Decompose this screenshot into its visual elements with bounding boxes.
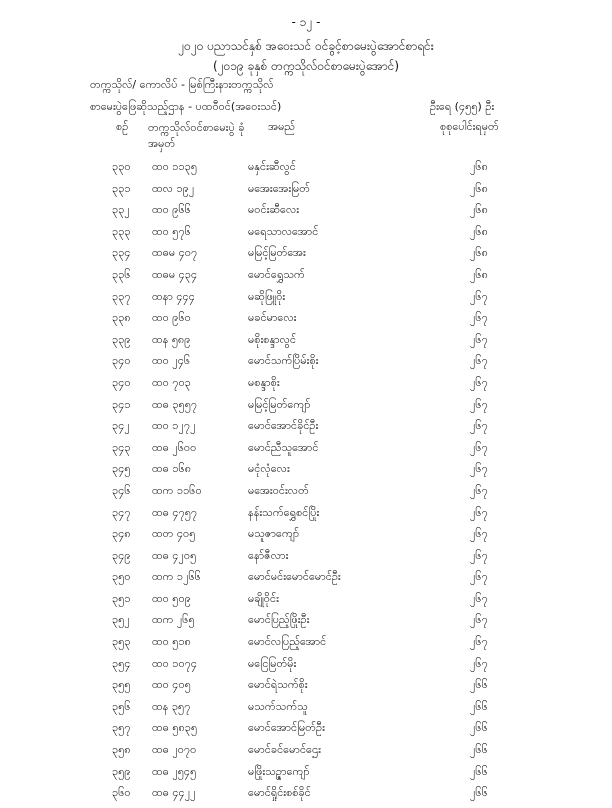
total-marks: ၂၆၇	[470, 375, 488, 389]
student-name: မသက်သက်သူ	[248, 699, 308, 713]
total-marks: ၂၆၇	[470, 289, 488, 303]
total-marks: ၂၆၇	[470, 397, 488, 411]
total-marks: ၂၆၈	[470, 267, 488, 281]
page-number: - ၁၂ -	[291, 15, 321, 29]
total-marks: ၂၆၇	[470, 311, 488, 325]
row-number: ၃၆၀	[112, 786, 131, 800]
exam-center-line: စာမေးပွဲဖြေဆိုသည့်ဌာန - ပထဝီဝင်(အဝေးသင်)	[90, 100, 282, 113]
total-marks: ၂၆၈	[470, 224, 488, 238]
student-name: မမြင့်မြတ်ကျော်	[248, 397, 311, 411]
student-name: မနှင်းဆီလွင်	[248, 160, 296, 173]
row-number: ၃၅၁	[112, 591, 131, 605]
row-number: ၃၃၁	[112, 181, 131, 195]
student-name: မစိုးစန္ဒာလွင်	[248, 332, 297, 346]
student-name: မောင်ညီသူအောင်	[248, 440, 319, 454]
roll-number: ထဝ ၁၂၇၂	[152, 419, 196, 433]
table-row	[0, 700, 612, 722]
total-marks: ၂၆၆	[470, 764, 488, 778]
student-name: မငုံလုံလေး	[248, 462, 290, 476]
roll-number: ထဝ ၅၀၉	[152, 591, 191, 605]
row-number: ၃၅၆	[112, 699, 131, 713]
university-line: တက္ကသိုလ်/ ကောလိပ် - မြစ်ကြီးနားတက္ကသိုလ်	[90, 78, 274, 91]
table-row	[0, 613, 612, 635]
roll-number: ထဓ ၄၄၂၂	[152, 786, 196, 800]
total-marks: ၂၆၈	[470, 246, 488, 260]
table-row	[0, 786, 612, 808]
roll-number: ထဓ ၂၀၇၀	[152, 743, 197, 757]
total-marks: ၂၆၆	[470, 721, 488, 735]
row-number: ၃၃၂	[112, 203, 130, 217]
student-name: မောင်အောင်မြတ်ဦး	[248, 721, 325, 735]
roll-number: ထဓ ၃၅၅၇	[152, 397, 198, 411]
roll-number: ထက ၁၁၆၀	[152, 483, 202, 497]
student-name: မောင်အောင်ခိုင်ဦး	[248, 419, 319, 433]
total-marks: ၂၆၈	[470, 181, 488, 195]
total-marks: ၂၆၆	[470, 699, 488, 713]
row-number: ၃၅၉	[112, 764, 131, 778]
total-marks: ၂၆၈	[470, 203, 488, 217]
roll-number: ထဓ ၄၇၅၇	[152, 505, 198, 519]
roll-number: ထဓမ ၄၀၇	[152, 246, 198, 260]
student-name: မောင်ခင်မောင်ဌေး	[248, 743, 321, 757]
row-number: ၃၄၈	[112, 527, 131, 541]
table-row	[0, 678, 612, 700]
student-name: မခင်မာလေး	[248, 311, 297, 325]
roll-number: ထဝ ၁၀၇၄	[152, 656, 198, 670]
total-marks: ၂၆၇	[470, 462, 488, 476]
roll-number: ထဓ ၁၆၈	[152, 462, 191, 476]
total-marks: ၂၆၇	[470, 591, 488, 605]
row-number: ၃၃၉	[112, 332, 131, 346]
student-name: နော်ဇီလား	[248, 548, 289, 562]
table-row	[0, 635, 612, 657]
table-row	[0, 203, 612, 225]
row-number: ၃၃၀	[112, 160, 131, 173]
student-name: မချိုဝိုင်း	[248, 591, 279, 605]
total-marks: ၂၆၇	[470, 635, 488, 649]
student-name: မမြင့်မြတ်အေး	[248, 246, 306, 260]
table-row	[0, 506, 612, 528]
table-row	[0, 333, 612, 355]
row-number: ၃၄၇	[112, 505, 131, 519]
total-marks: ၂၆၇	[470, 354, 488, 368]
roll-number: ထနာ ၄၄၄	[152, 289, 195, 303]
column-header-no: စဉ်	[116, 120, 129, 133]
student-name: မဆိုဖြူဝိုး	[248, 289, 286, 303]
table-row	[0, 462, 612, 484]
row-number: ၃၄၂	[112, 419, 130, 433]
student-name: မဝင်းဆီလေး	[248, 203, 300, 217]
table-row	[0, 743, 612, 765]
row-number: ၃၄၀	[112, 354, 131, 368]
total-marks: ၂၆၆	[470, 743, 488, 757]
row-number: ၃၃၄	[112, 246, 131, 260]
quota-line: ဦးရေ (၄၅၅) ဦး	[430, 100, 495, 113]
table-row	[0, 592, 612, 614]
total-marks: ၂၆၈	[470, 160, 488, 173]
roll-number: ထဝ ၅၇၆	[152, 224, 191, 238]
row-number: ၃၅၅	[112, 678, 131, 692]
total-marks: ၂၆၇	[470, 656, 488, 670]
table-row	[0, 398, 612, 420]
student-name: မအေးအေးမြတ်	[248, 181, 310, 195]
student-name: မောင်မင်းမောင်မောင်ဦး	[248, 570, 341, 584]
roll-number: ထလ ၁၉၂	[152, 181, 195, 195]
student-name: မစန္ဒာစိုး	[248, 375, 280, 389]
total-marks: ၂၆၇	[470, 419, 488, 433]
roll-number: ထဓ ၂၅၄၅	[152, 764, 197, 778]
roll-number: ထဓ ၅၈၃၅	[152, 721, 198, 735]
column-header-roll: တက္ကသိုလ်ဝင်စာမေးပွဲ ခုံအမှတ်	[148, 121, 245, 150]
student-name: မောင်ရွှေသက်	[248, 267, 305, 281]
row-number: ၃၃၇	[112, 289, 131, 303]
student-name: မငြေမြတ်မိုး	[248, 656, 297, 670]
row-number: ၃၅၇	[112, 721, 131, 735]
roll-number: ထဝ ၁၁၃၅	[152, 160, 198, 173]
row-number: ၃၄၅	[112, 462, 131, 476]
row-number: ၃၄၁	[112, 397, 131, 411]
row-number: ၃၄၆	[112, 483, 131, 497]
total-marks: ၂၆၇	[470, 505, 488, 519]
page-subtitle: (၂၀၁၉ ခုနှစ် တက္ကသိုလ်ဝင်စာမေးပွဲအောင်)	[212, 59, 400, 73]
roll-number: ထဝ ၇၀၃	[152, 375, 191, 389]
row-number: ၃၄၀	[112, 375, 131, 389]
table-row	[0, 311, 612, 333]
column-header-name: အမည်	[268, 120, 296, 133]
roll-number: ထဝ ၉၆၆	[152, 203, 191, 217]
table-row	[0, 721, 612, 743]
row-number: ၃၄၉	[112, 548, 131, 562]
roll-number: ထဝ ၉၆၀	[152, 311, 191, 325]
roll-number: ထက ၂၆၅	[152, 613, 195, 627]
student-name: မောင်လပြည့်အောင်	[248, 635, 327, 649]
table-row	[0, 419, 612, 441]
student-name: မောင်သက်ပြိမ်းစိုး	[248, 354, 319, 368]
table-row	[0, 290, 612, 312]
student-name: မဖြိုးသဥ္ဇာကျော်	[248, 764, 310, 778]
roll-number: ထဓမ ၄၃၄	[152, 267, 198, 281]
roll-number: ထဓ ၄၂၀၅	[152, 548, 197, 562]
table-row	[0, 441, 612, 463]
total-marks: ၂၆၆	[470, 678, 488, 692]
table-row	[0, 657, 612, 679]
table-row	[0, 246, 612, 268]
column-header-marks: စုစုပေါင်းရမှတ်	[440, 120, 499, 133]
table-row	[0, 484, 612, 506]
row-number: ၃၅၄	[112, 656, 131, 670]
row-number: ၃၃၆	[112, 267, 131, 281]
row-number: ၃၄၃	[112, 440, 131, 454]
student-name: မောင်ပြည့်ဖြိုးဦး	[248, 613, 310, 627]
row-number: ၃၅၂	[112, 613, 130, 627]
table-row	[0, 527, 612, 549]
roll-number: ထဝ ၂၄၆	[152, 354, 191, 368]
total-marks: ၂၆၇	[470, 548, 488, 562]
row-number: ၃၃၃	[112, 224, 131, 238]
table-row	[0, 354, 612, 376]
total-marks: ၂၆၇	[470, 440, 488, 454]
table-row	[0, 182, 612, 204]
table-row	[0, 160, 612, 182]
row-number: ၃၅၈	[112, 743, 131, 757]
total-marks: ၂၆၇	[470, 332, 488, 346]
total-marks: ၂၆၆	[470, 786, 488, 800]
page-title: ၂၀၂၀ ပညာသင်နှစ် အဝေးသင် ဝင်ခွင့်စာမေးပွဲအောင်စာရင်း	[178, 39, 434, 53]
row-number: ၃၅၀	[112, 570, 131, 584]
table-row	[0, 765, 612, 787]
row-number: ၃၃၈	[112, 311, 131, 325]
total-marks: ၂၆၇	[470, 570, 488, 584]
student-name: မသူဇာကျော်	[248, 527, 299, 541]
total-marks: ၂၆၇	[470, 527, 488, 541]
table-row	[0, 376, 612, 398]
student-name: မောင်ရှိုင်းစစ်ခိုင်	[248, 786, 311, 800]
roll-number: ထဓ ၂၆၀၀	[152, 440, 197, 454]
student-name: မောင်ရဲသက်စိုး	[248, 678, 308, 692]
total-marks: ၂၆၇	[470, 613, 488, 627]
total-marks: ၂၆၇	[470, 483, 488, 497]
roll-number: ထက ၁၂၆၆	[152, 570, 201, 584]
roll-number: ထဝ ၅၁၈	[152, 635, 191, 649]
table-row	[0, 225, 612, 247]
table-row	[0, 570, 612, 592]
table-row	[0, 549, 612, 571]
table-row	[0, 268, 612, 290]
student-name: နန်းသက်ရွှေစင်ပြိုး	[248, 505, 320, 519]
student-name: မရေသာလအောင်	[248, 224, 319, 238]
roll-number: ထဝ ၄၀၅	[152, 678, 191, 692]
student-name: မအေးဝင်းလတ်	[248, 483, 309, 497]
roll-number: ထန ၅၈၉	[152, 332, 191, 346]
roll-number: ထတ ၄၀၅	[152, 527, 196, 541]
row-number: ၃၅၃	[112, 635, 131, 649]
roll-number: ထန ၃၅၇	[152, 699, 191, 713]
results-table	[0, 160, 612, 808]
